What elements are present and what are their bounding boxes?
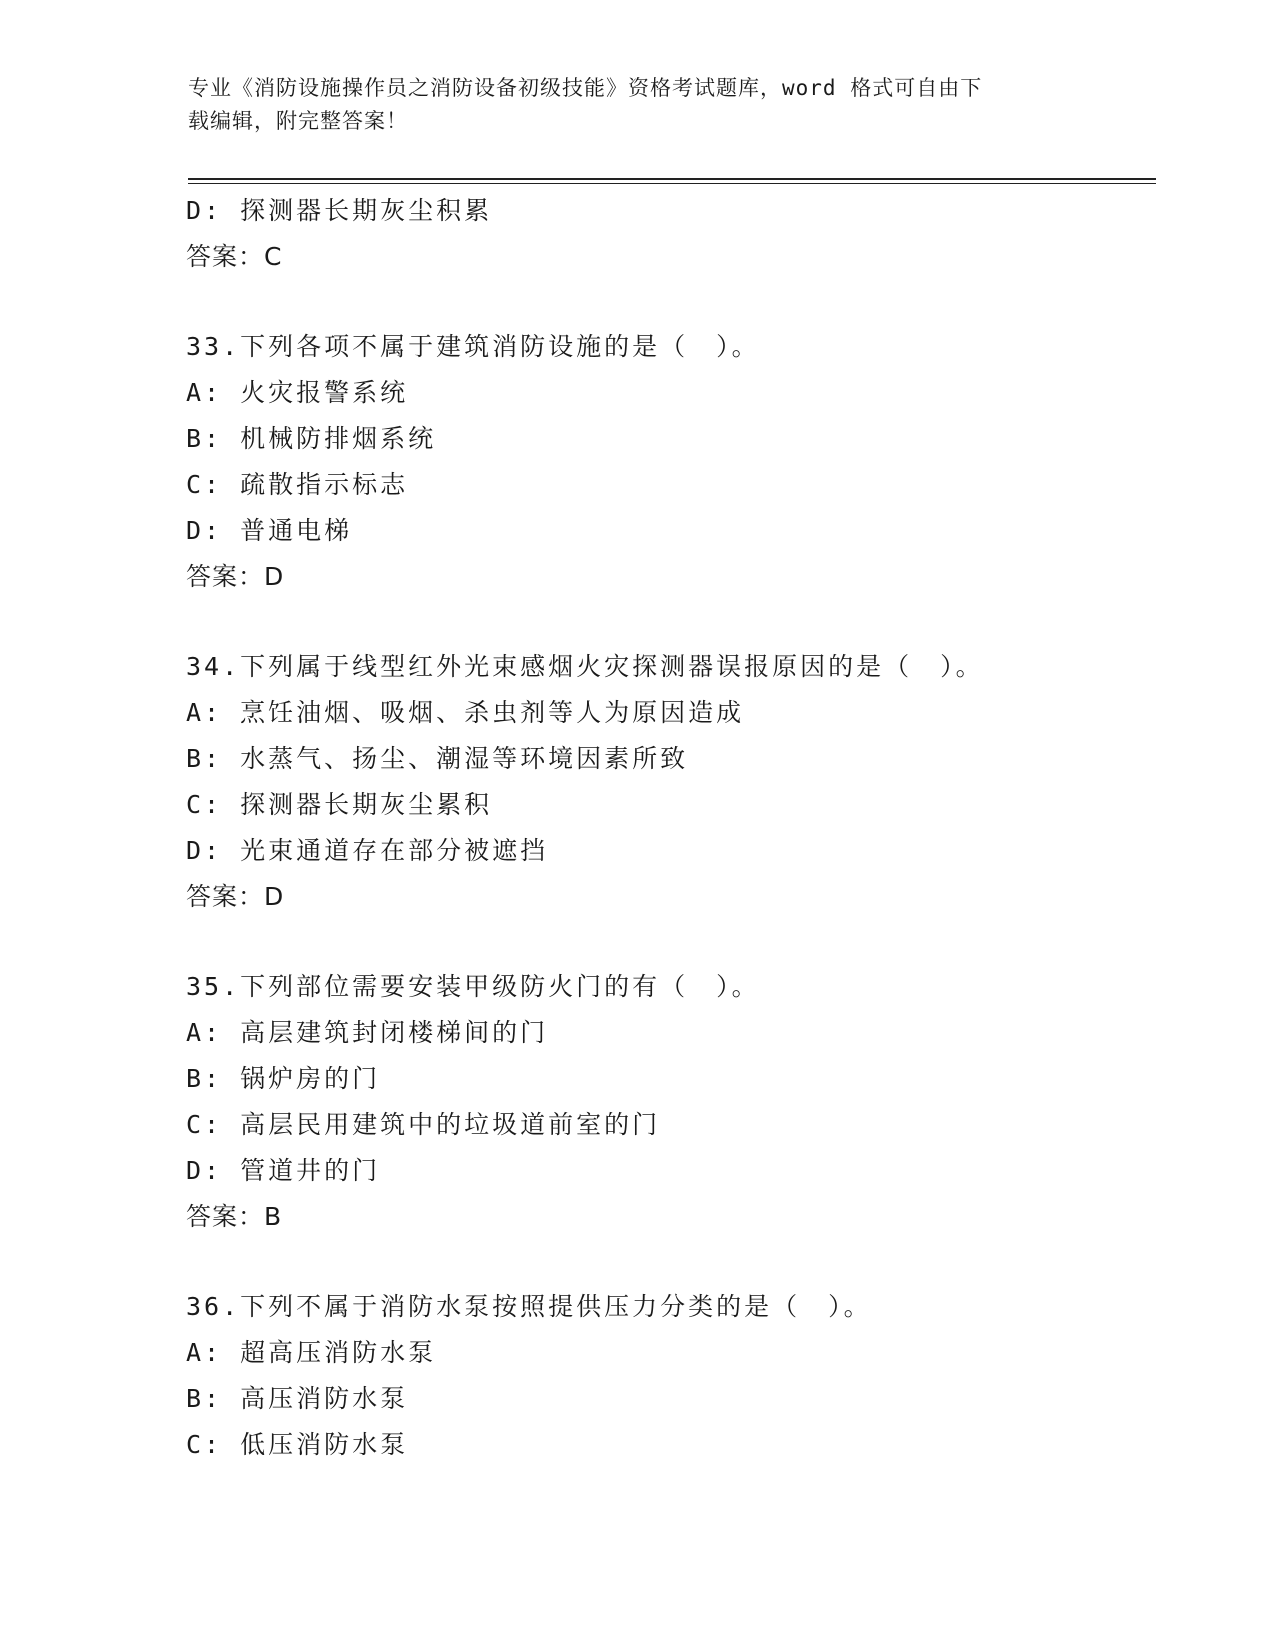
question-35 <box>186 964 1166 1240</box>
option-c: C: 高层民用建筑中的垃圾道前室的门 <box>186 1110 661 1139</box>
option-c: C: 低压消防水泵 <box>186 1430 409 1459</box>
option-b: B: 机械防排烟系统 <box>186 424 437 453</box>
option-a: A: 超高压消防水泵 <box>186 1338 437 1367</box>
question-36 <box>186 1284 1166 1468</box>
option-b: B: 锅炉房的门 <box>186 1064 381 1093</box>
document-header <box>188 72 1068 138</box>
header-line-2: 载编辑，附完整答案！ <box>188 109 408 133</box>
option-a: A: 高层建筑封闭楼梯间的门 <box>186 1018 549 1047</box>
option-d: D: 普通电梯 <box>186 516 353 545</box>
answer-line: 答案：D <box>186 562 285 591</box>
option-c: C: 探测器长期灰尘累积 <box>186 790 493 819</box>
option-d: D: 探测器长期灰尘积累 <box>186 196 493 225</box>
question-stem: 33.下列各项不属于建筑消防设施的是（ ）。 <box>186 332 760 361</box>
header-divider-thick <box>188 178 1156 180</box>
option-b: B: 水蒸气、扬尘、潮湿等环境因素所致 <box>186 744 689 773</box>
question-stem: 36.下列不属于消防水泵按照提供压力分类的是（ ）。 <box>186 1292 872 1321</box>
answer-line: 答案：D <box>186 882 285 911</box>
option-b: B: 高压消防水泵 <box>186 1384 409 1413</box>
question-34 <box>186 644 1166 920</box>
question-33 <box>186 324 1166 600</box>
option-d: D: 管道井的门 <box>186 1156 381 1185</box>
previous-question-tail <box>186 188 1166 280</box>
option-a: A: 火灾报警系统 <box>186 378 409 407</box>
answer-line: 答案：C <box>186 242 283 271</box>
question-list <box>186 188 1166 1468</box>
header-line-1: 专业《消防设施操作员之消防设备初级技能》资格考试题库，word 格式可自由下 <box>188 76 983 100</box>
option-c: C: 疏散指示标志 <box>186 470 409 499</box>
question-stem: 34.下列属于线型红外光束感烟火灾探测器误报原因的是（ ）。 <box>186 652 984 681</box>
question-stem: 35.下列部位需要安装甲级防火门的有（ ）。 <box>186 972 760 1001</box>
option-d: D: 光束通道存在部分被遮挡 <box>186 836 549 865</box>
header-divider-thin <box>188 183 1156 184</box>
option-a: A: 烹饪油烟、吸烟、杀虫剂等人为原因造成 <box>186 698 745 727</box>
answer-line: 答案：B <box>186 1202 283 1231</box>
